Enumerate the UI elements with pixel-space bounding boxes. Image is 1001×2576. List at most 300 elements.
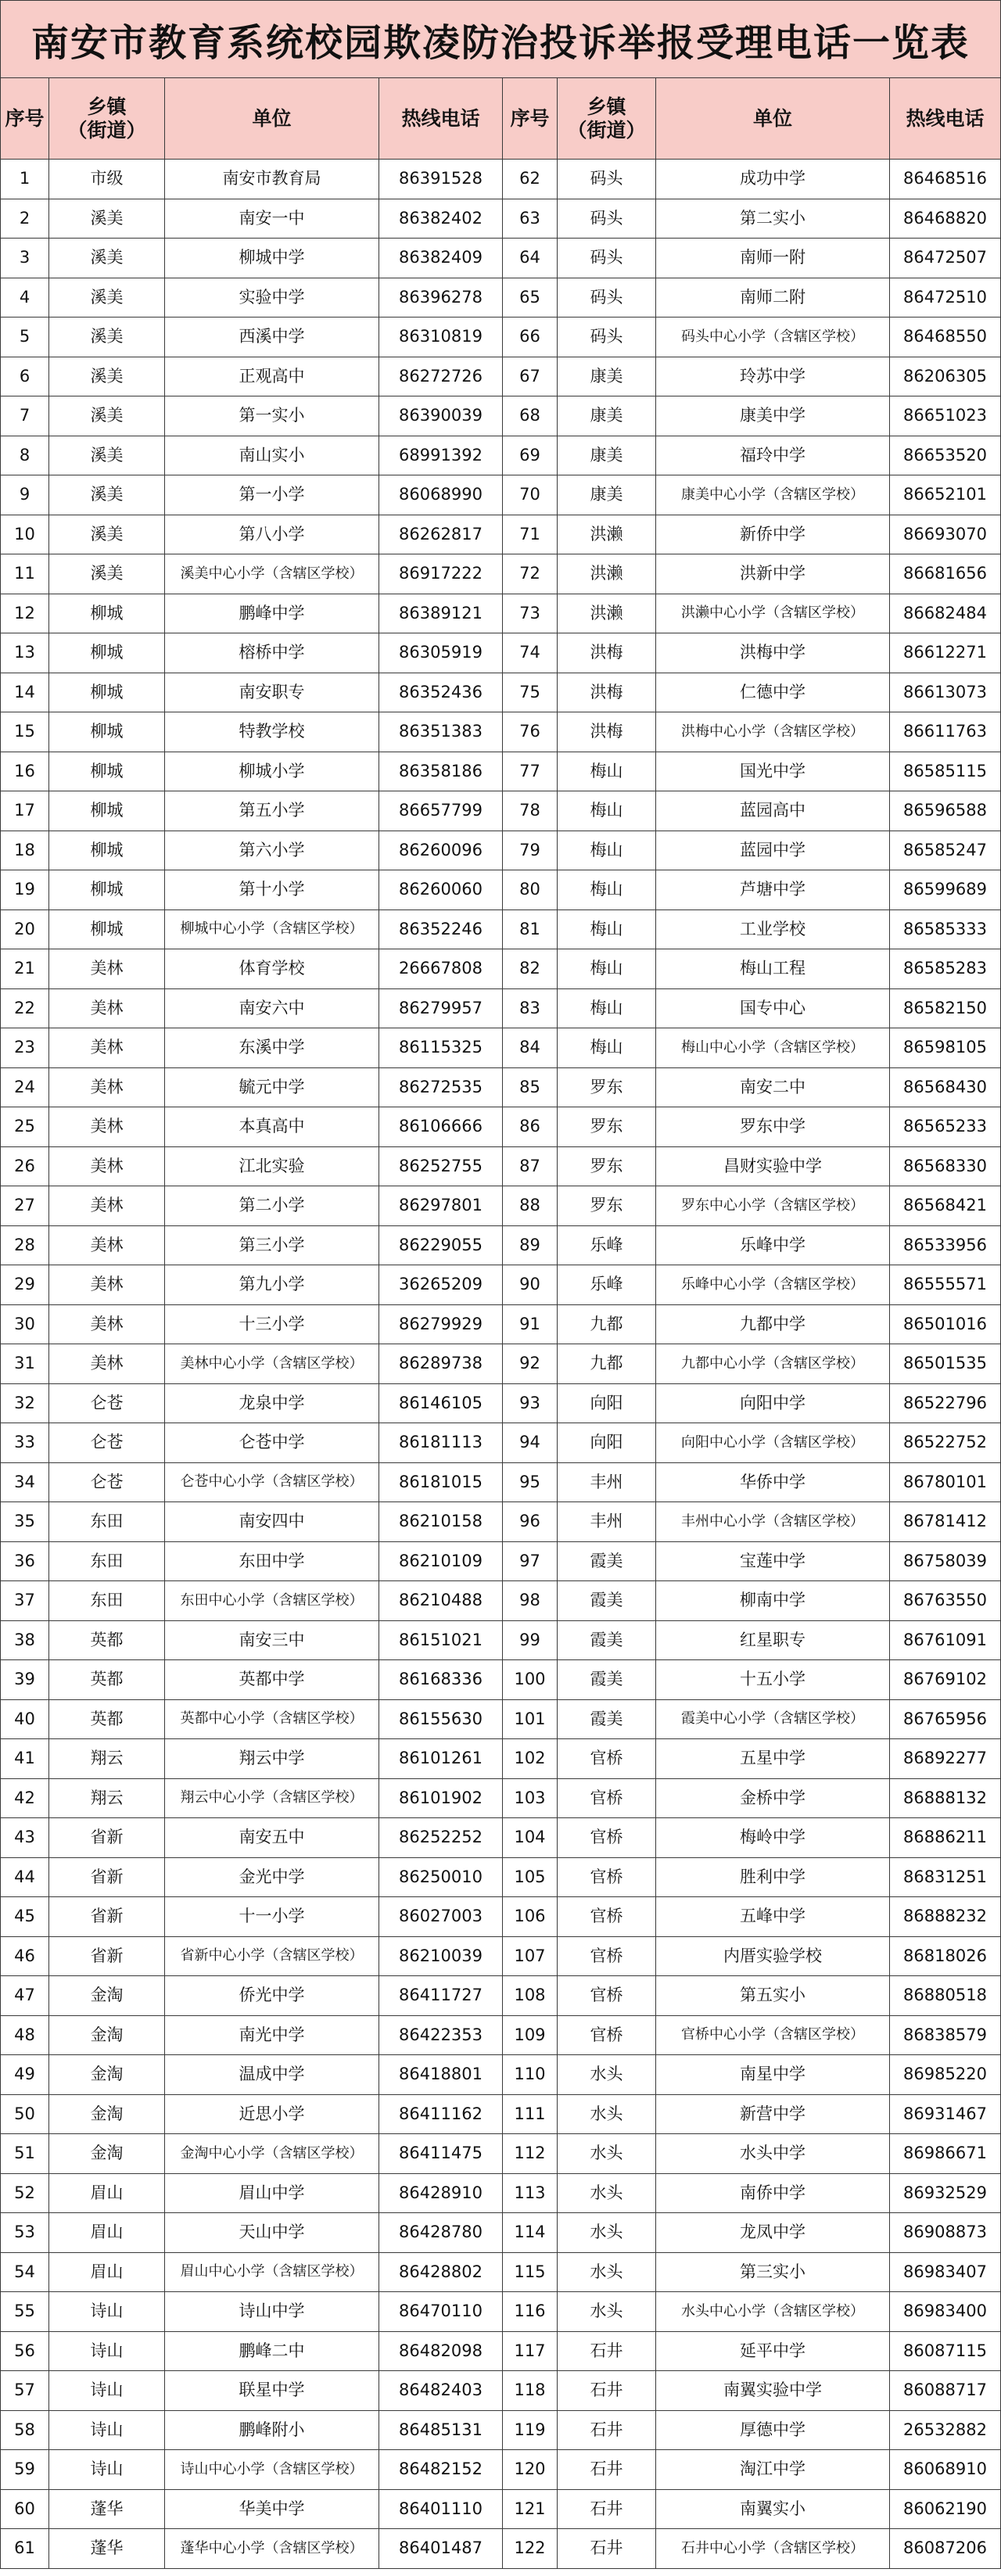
row-number: 9 — [0, 475, 49, 515]
row-number: 110 — [503, 2055, 558, 2095]
table-row — [0, 554, 1001, 594]
unit-cell: 东田中学 — [165, 1542, 379, 1582]
town-cell: 诗山 — [49, 2411, 165, 2451]
unit-cell: 官桥中心小学（含辖区学校） — [656, 2016, 890, 2056]
row-number: 80 — [503, 870, 558, 910]
row-number: 1 — [0, 160, 49, 199]
row-number: 39 — [0, 1660, 49, 1700]
table-row — [0, 989, 1001, 1029]
row-number: 119 — [503, 2411, 558, 2451]
table-row — [0, 949, 1001, 989]
unit-cell: 特教学校 — [165, 712, 379, 752]
table-row — [0, 1344, 1001, 1384]
row-number: 61 — [0, 2529, 49, 2569]
unit-cell: 第二小学 — [165, 1186, 379, 1226]
unit-cell: 南光中学 — [165, 2016, 379, 2056]
row-number: 52 — [0, 2174, 49, 2214]
unit-cell: 柳南中学 — [656, 1581, 890, 1621]
row-number: 48 — [0, 2016, 49, 2056]
unit-cell: 省新中心小学（含辖区学校） — [165, 1937, 379, 1977]
phone-cell: 86611763 — [890, 712, 1001, 752]
table-row — [0, 752, 1001, 792]
phone-cell: 86087206 — [890, 2529, 1001, 2569]
unit-cell: 毓元中学 — [165, 1068, 379, 1108]
town-cell: 洪濑 — [558, 515, 656, 555]
unit-cell: 柳城中学 — [165, 239, 379, 278]
town-cell: 溪美 — [49, 199, 165, 239]
unit-cell: 内厝实验学校 — [656, 1937, 890, 1977]
town-cell: 康美 — [558, 436, 656, 476]
phone-cell: 86555571 — [890, 1265, 1001, 1305]
row-number: 99 — [503, 1621, 558, 1661]
table-row — [0, 1305, 1001, 1345]
town-cell: 仑苍 — [49, 1423, 165, 1463]
unit-cell: 蓬华中心小学（含辖区学校） — [165, 2529, 379, 2569]
phone-cell: 86468820 — [890, 199, 1001, 239]
row-number: 36 — [0, 1542, 49, 1582]
town-cell: 洪梅 — [558, 712, 656, 752]
row-number: 69 — [503, 436, 558, 476]
phone-cell: 86533956 — [890, 1226, 1001, 1266]
row-number: 58 — [0, 2411, 49, 2451]
town-cell: 丰州 — [558, 1502, 656, 1542]
row-number: 81 — [503, 910, 558, 950]
unit-cell: 南安六中 — [165, 989, 379, 1029]
row-number: 93 — [503, 1384, 558, 1424]
unit-cell: 南星中学 — [656, 2055, 890, 2095]
row-number: 54 — [0, 2253, 49, 2293]
table-row — [0, 870, 1001, 910]
row-number: 115 — [503, 2253, 558, 2293]
row-number: 111 — [503, 2095, 558, 2135]
town-cell: 霞美 — [558, 1542, 656, 1582]
unit-cell: 码头中心小学（含辖区学校） — [656, 318, 890, 357]
phone-cell: 86468516 — [890, 160, 1001, 199]
row-number: 90 — [503, 1265, 558, 1305]
phone-cell: 86115325 — [379, 1028, 503, 1068]
town-cell: 仑苍 — [49, 1463, 165, 1503]
phone-cell: 86358186 — [379, 752, 503, 792]
phone-cell: 86310819 — [379, 318, 503, 357]
unit-cell: 体育学校 — [165, 949, 379, 989]
row-number: 19 — [0, 870, 49, 910]
row-number: 26 — [0, 1147, 49, 1187]
table-row — [0, 1937, 1001, 1977]
row-number: 56 — [0, 2332, 49, 2372]
unit-cell: 第一小学 — [165, 475, 379, 515]
town-cell: 石井 — [558, 2490, 656, 2530]
phone-cell: 86652101 — [890, 475, 1001, 515]
unit-cell: 工业学校 — [656, 910, 890, 950]
unit-cell: 美林中心小学（含辖区学校） — [165, 1344, 379, 1384]
table-row — [0, 515, 1001, 555]
town-cell: 美林 — [49, 1107, 165, 1147]
phone-cell: 86599689 — [890, 870, 1001, 910]
town-cell: 柳城 — [49, 594, 165, 634]
row-number: 98 — [503, 1581, 558, 1621]
table-row — [0, 791, 1001, 831]
row-number: 70 — [503, 475, 558, 515]
table-row — [0, 831, 1001, 871]
header-town-line1: 乡镇 — [587, 95, 626, 118]
phone-cell: 86781412 — [890, 1502, 1001, 1542]
unit-cell: 福玲中学 — [656, 436, 890, 476]
phone-cell: 86472510 — [890, 278, 1001, 318]
row-number: 83 — [503, 989, 558, 1029]
town-cell: 诗山 — [49, 2332, 165, 2372]
town-cell: 洪梅 — [558, 633, 656, 673]
phone-cell: 86411727 — [379, 1976, 503, 2016]
phone-cell: 86155630 — [379, 1700, 503, 1740]
town-cell: 丰州 — [558, 1463, 656, 1503]
unit-cell: 英都中心小学（含辖区学校） — [165, 1700, 379, 1740]
phone-cell: 86279929 — [379, 1305, 503, 1345]
unit-cell: 第三小学 — [165, 1226, 379, 1266]
row-number: 17 — [0, 791, 49, 831]
unit-cell: 第二实小 — [656, 199, 890, 239]
row-number: 6 — [0, 357, 49, 397]
phone-cell: 86917222 — [379, 554, 503, 594]
row-number: 118 — [503, 2371, 558, 2411]
table-header — [0, 78, 1001, 160]
town-cell: 省新 — [49, 1897, 165, 1937]
row-number: 37 — [0, 1581, 49, 1621]
row-number: 82 — [503, 949, 558, 989]
table-row — [0, 1897, 1001, 1937]
phone-cell: 86888132 — [890, 1779, 1001, 1819]
town-cell: 梅山 — [558, 831, 656, 871]
unit-cell: 向阳中心小学（含辖区学校） — [656, 1423, 890, 1463]
town-cell: 翔云 — [49, 1779, 165, 1819]
phone-cell: 86758039 — [890, 1542, 1001, 1582]
header-phone: 热线电话 — [890, 78, 1001, 160]
unit-cell: 翔云中学 — [165, 1739, 379, 1779]
town-cell: 眉山 — [49, 2213, 165, 2253]
phone-cell: 86168336 — [379, 1660, 503, 1700]
row-number: 107 — [503, 1937, 558, 1977]
town-cell: 省新 — [49, 1858, 165, 1898]
table-row — [0, 2016, 1001, 2056]
phone-cell: 86391528 — [379, 160, 503, 199]
town-cell: 溪美 — [49, 554, 165, 594]
row-number: 92 — [503, 1344, 558, 1384]
phone-cell: 86565233 — [890, 1107, 1001, 1147]
phone-cell: 86568421 — [890, 1186, 1001, 1226]
table-row — [0, 1581, 1001, 1621]
phone-cell: 86181015 — [379, 1463, 503, 1503]
unit-cell: 石井中心小学（含辖区学校） — [656, 2529, 890, 2569]
phone-cell: 86428780 — [379, 2213, 503, 2253]
row-number: 97 — [503, 1542, 558, 1582]
unit-cell: 天山中学 — [165, 2213, 379, 2253]
phone-cell: 86382409 — [379, 239, 503, 278]
table-row — [0, 1779, 1001, 1819]
town-cell: 英都 — [49, 1660, 165, 1700]
row-number: 108 — [503, 1976, 558, 2016]
table-row — [0, 1660, 1001, 1700]
phone-cell: 86613073 — [890, 673, 1001, 713]
unit-cell: 第三实小 — [656, 2253, 890, 2293]
unit-cell: 乐峰中心小学（含辖区学校） — [656, 1265, 890, 1305]
unit-cell: 诗山中心小学（含辖区学校） — [165, 2450, 379, 2490]
row-number: 49 — [0, 2055, 49, 2095]
phone-cell: 86428802 — [379, 2253, 503, 2293]
town-cell: 美林 — [49, 949, 165, 989]
phone-cell: 86252252 — [379, 1818, 503, 1858]
row-number: 65 — [503, 278, 558, 318]
unit-cell: 鹏峰中学 — [165, 594, 379, 634]
town-cell: 翔云 — [49, 1739, 165, 1779]
unit-cell: 翔云中心小学（含辖区学校） — [165, 1779, 379, 1819]
unit-cell: 南翼实小 — [656, 2490, 890, 2530]
phone-cell: 86352436 — [379, 673, 503, 713]
row-number: 101 — [503, 1700, 558, 1740]
unit-cell: 乐峰中学 — [656, 1226, 890, 1266]
town-cell: 柳城 — [49, 831, 165, 871]
row-number: 42 — [0, 1779, 49, 1819]
row-number: 96 — [503, 1502, 558, 1542]
row-number: 102 — [503, 1739, 558, 1779]
unit-cell: 龙凤中学 — [656, 2213, 890, 2253]
table-row — [0, 1265, 1001, 1305]
row-number: 64 — [503, 239, 558, 278]
row-number: 63 — [503, 199, 558, 239]
row-number: 106 — [503, 1897, 558, 1937]
header-town-line1: 乡镇 — [87, 95, 127, 118]
town-cell: 金淘 — [49, 2134, 165, 2174]
table-row — [0, 436, 1001, 476]
row-number: 21 — [0, 949, 49, 989]
unit-cell: 洪梅中心小学（含辖区学校） — [656, 712, 890, 752]
header-town-line2: （街道） — [67, 118, 146, 142]
table-row — [0, 673, 1001, 713]
unit-cell: 温成中学 — [165, 2055, 379, 2095]
town-cell: 东田 — [49, 1542, 165, 1582]
row-number: 73 — [503, 594, 558, 634]
town-cell: 霞美 — [558, 1700, 656, 1740]
table-body — [0, 160, 1001, 2569]
row-number: 59 — [0, 2450, 49, 2490]
town-cell: 水头 — [558, 2292, 656, 2332]
phone-cell: 86210488 — [379, 1581, 503, 1621]
unit-cell: 厚德中学 — [656, 2411, 890, 2451]
phone-cell: 86653520 — [890, 436, 1001, 476]
unit-cell: 第五小学 — [165, 791, 379, 831]
phone-cell: 86062190 — [890, 2490, 1001, 2530]
town-cell: 金淘 — [49, 2055, 165, 2095]
page-title: 南安市教育系统校园欺凌防治投诉举报受理电话一览表 — [0, 0, 1001, 78]
town-cell: 诗山 — [49, 2292, 165, 2332]
row-number: 29 — [0, 1265, 49, 1305]
phone-cell: 86501535 — [890, 1344, 1001, 1384]
table-row — [0, 594, 1001, 634]
town-cell: 码头 — [558, 239, 656, 278]
town-cell: 码头 — [558, 318, 656, 357]
phone-cell: 86932529 — [890, 2174, 1001, 2214]
row-number: 50 — [0, 2095, 49, 2135]
unit-cell: 五星中学 — [656, 1739, 890, 1779]
table-row — [0, 2095, 1001, 2135]
phone-cell: 86088717 — [890, 2371, 1001, 2411]
phone-cell: 86501016 — [890, 1305, 1001, 1345]
phone-cell: 86428910 — [379, 2174, 503, 2214]
row-number: 30 — [0, 1305, 49, 1345]
unit-cell: 金桥中学 — [656, 1779, 890, 1819]
town-cell: 溪美 — [49, 318, 165, 357]
table-row — [0, 1107, 1001, 1147]
unit-cell: 东田中心小学（含辖区学校） — [165, 1581, 379, 1621]
phone-cell: 86582150 — [890, 989, 1001, 1029]
unit-cell: 南安一中 — [165, 199, 379, 239]
town-cell: 霞美 — [558, 1660, 656, 1700]
town-cell: 石井 — [558, 2411, 656, 2451]
phone-cell: 86210039 — [379, 1937, 503, 1977]
unit-cell: 本真高中 — [165, 1107, 379, 1147]
phone-cell: 86351383 — [379, 712, 503, 752]
town-cell: 美林 — [49, 1226, 165, 1266]
row-number: 45 — [0, 1897, 49, 1937]
unit-cell: 榕桥中学 — [165, 633, 379, 673]
row-number: 116 — [503, 2292, 558, 2332]
unit-cell: 南安职专 — [165, 673, 379, 713]
phone-cell: 86482098 — [379, 2332, 503, 2372]
town-cell: 向阳 — [558, 1384, 656, 1424]
phone-cell: 86892277 — [890, 1739, 1001, 1779]
header-phone: 热线电话 — [379, 78, 503, 160]
row-number: 10 — [0, 515, 49, 555]
town-cell: 美林 — [49, 1186, 165, 1226]
unit-cell: 五峰中学 — [656, 1897, 890, 1937]
phone-cell: 86931467 — [890, 2095, 1001, 2135]
header-town-line2: （街道） — [567, 118, 646, 142]
phone-cell: 86482403 — [379, 2371, 503, 2411]
phone-cell: 86468550 — [890, 318, 1001, 357]
row-number: 122 — [503, 2529, 558, 2569]
town-cell: 官桥 — [558, 1779, 656, 1819]
unit-cell: 康美中学 — [656, 396, 890, 436]
town-cell: 美林 — [49, 989, 165, 1029]
unit-cell: 国光中学 — [656, 752, 890, 792]
unit-cell: 第一实小 — [165, 396, 379, 436]
phone-cell: 86596588 — [890, 791, 1001, 831]
phone-cell: 86485131 — [379, 2411, 503, 2451]
town-cell: 梅山 — [558, 989, 656, 1029]
phone-cell: 86693070 — [890, 515, 1001, 555]
phone-cell: 86522752 — [890, 1423, 1001, 1463]
row-number: 35 — [0, 1502, 49, 1542]
town-cell: 柳城 — [49, 752, 165, 792]
row-number: 7 — [0, 396, 49, 436]
phone-cell: 86888232 — [890, 1897, 1001, 1937]
unit-cell: 柳城小学 — [165, 752, 379, 792]
town-cell: 水头 — [558, 2213, 656, 2253]
town-cell: 石井 — [558, 2332, 656, 2372]
unit-cell: 淘江中学 — [656, 2450, 890, 2490]
town-cell: 美林 — [49, 1344, 165, 1384]
unit-cell: 梅山中心小学（含辖区学校） — [656, 1028, 890, 1068]
phone-cell: 86260060 — [379, 870, 503, 910]
table-row — [0, 1542, 1001, 1582]
phone-cell: 86522796 — [890, 1384, 1001, 1424]
row-number: 109 — [503, 2016, 558, 2056]
phone-cell: 86482152 — [379, 2450, 503, 2490]
row-number: 89 — [503, 1226, 558, 1266]
unit-cell: 十三小学 — [165, 1305, 379, 1345]
table-row — [0, 318, 1001, 357]
phone-cell: 86106666 — [379, 1107, 503, 1147]
table-row — [0, 2332, 1001, 2372]
table-row — [0, 1700, 1001, 1740]
phone-cell: 86260096 — [379, 831, 503, 871]
phone-cell: 86831251 — [890, 1858, 1001, 1898]
table-row — [0, 633, 1001, 673]
town-cell: 美林 — [49, 1068, 165, 1108]
row-number: 120 — [503, 2450, 558, 2490]
unit-cell: 罗东中学 — [656, 1107, 890, 1147]
row-number: 68 — [503, 396, 558, 436]
phone-cell: 86681656 — [890, 554, 1001, 594]
table-row — [0, 278, 1001, 318]
row-number: 62 — [503, 160, 558, 199]
table-row — [0, 2055, 1001, 2095]
unit-cell: 第六小学 — [165, 831, 379, 871]
phone-cell: 86886211 — [890, 1818, 1001, 1858]
town-cell: 码头 — [558, 278, 656, 318]
table-row — [0, 396, 1001, 436]
row-number: 31 — [0, 1344, 49, 1384]
unit-cell: 东溪中学 — [165, 1028, 379, 1068]
town-cell: 石井 — [558, 2371, 656, 2411]
town-cell: 溪美 — [49, 357, 165, 397]
header-no: 序号 — [503, 78, 558, 160]
row-number: 86 — [503, 1107, 558, 1147]
unit-cell: 华侨中学 — [656, 1463, 890, 1503]
header-town — [49, 78, 165, 160]
row-number: 85 — [503, 1068, 558, 1108]
phone-cell: 86763550 — [890, 1581, 1001, 1621]
unit-cell: 南安四中 — [165, 1502, 379, 1542]
unit-cell: 仑苍中学 — [165, 1423, 379, 1463]
unit-cell: 眉山中学 — [165, 2174, 379, 2214]
table-row — [0, 712, 1001, 752]
town-cell: 向阳 — [558, 1423, 656, 1463]
row-number: 13 — [0, 633, 49, 673]
table-row — [0, 1226, 1001, 1266]
row-number: 28 — [0, 1226, 49, 1266]
town-cell: 水头 — [558, 2095, 656, 2135]
row-number: 95 — [503, 1463, 558, 1503]
town-cell: 蓬华 — [49, 2490, 165, 2530]
unit-cell: 红星职专 — [656, 1621, 890, 1661]
unit-cell: 南师二附 — [656, 278, 890, 318]
town-cell: 霞美 — [558, 1621, 656, 1661]
phone-cell: 86101902 — [379, 1779, 503, 1819]
table-row — [0, 1423, 1001, 1463]
phone-cell: 86279957 — [379, 989, 503, 1029]
unit-cell: 侨光中学 — [165, 1976, 379, 2016]
row-number: 91 — [503, 1305, 558, 1345]
unit-cell: 英都中学 — [165, 1660, 379, 1700]
table-row — [0, 2174, 1001, 2214]
town-cell: 霞美 — [558, 1581, 656, 1621]
phone-cell: 86585247 — [890, 831, 1001, 871]
table-row — [0, 1858, 1001, 1898]
table-row — [0, 2490, 1001, 2530]
unit-cell: 水头中心小学（含辖区学校） — [656, 2292, 890, 2332]
phone-cell: 86472507 — [890, 239, 1001, 278]
phone-cell: 86585115 — [890, 752, 1001, 792]
town-cell: 梅山 — [558, 870, 656, 910]
